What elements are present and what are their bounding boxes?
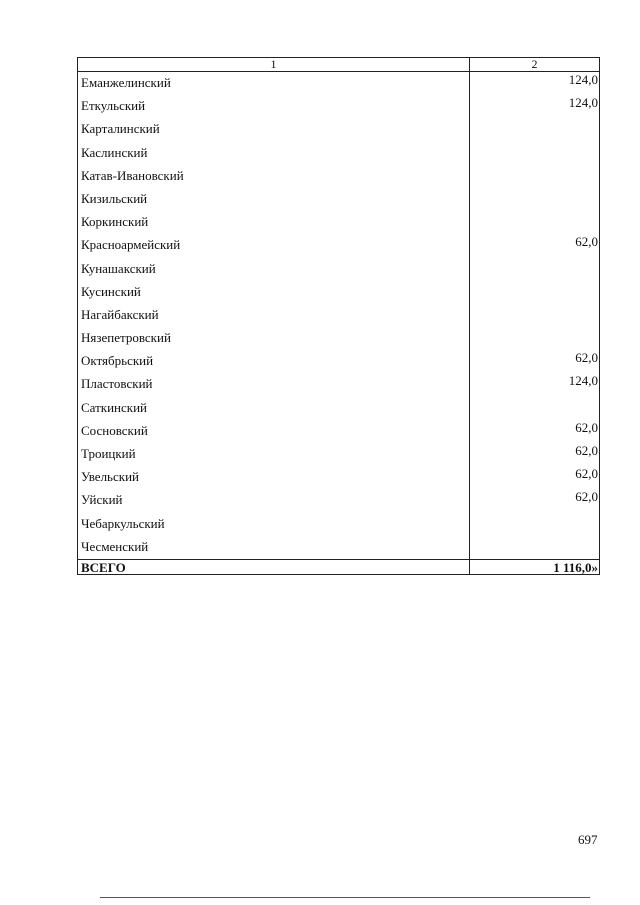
district-value [470, 304, 600, 327]
district-value [470, 165, 600, 188]
district-name: Чебаркульский [78, 513, 470, 536]
district-value [470, 258, 600, 281]
district-value: 62,0 [470, 234, 600, 257]
table-row [78, 118, 600, 141]
district-value [470, 536, 600, 560]
total-value: 1 116,0» [470, 559, 600, 574]
district-name: Еманжелинский [78, 72, 470, 96]
district-name: Кунашакский [78, 258, 470, 281]
table-row [78, 443, 600, 466]
district-name: Красноармейский [78, 234, 470, 257]
table-row [78, 211, 600, 234]
district-value [470, 211, 600, 234]
district-value: 124,0 [470, 95, 600, 118]
table-row [78, 142, 600, 165]
district-value: 62,0 [470, 350, 600, 373]
table-row [78, 466, 600, 489]
district-name: Карталинский [78, 118, 470, 141]
district-name: Катав-Ивановский [78, 165, 470, 188]
district-value [470, 188, 600, 211]
total-row [78, 559, 600, 574]
district-value: 124,0 [470, 373, 600, 396]
allocation-table [77, 57, 600, 575]
table-row [78, 304, 600, 327]
table-row [78, 536, 600, 560]
district-name: Пластовский [78, 373, 470, 396]
district-name: Троицкий [78, 443, 470, 466]
district-name: Увельский [78, 466, 470, 489]
district-name: Кизильский [78, 188, 470, 211]
district-name: Нязепетровский [78, 327, 470, 350]
district-value [470, 397, 600, 420]
page-number: 697 [578, 832, 598, 847]
table-row [78, 489, 600, 512]
table-row [78, 188, 600, 211]
district-value [470, 513, 600, 536]
district-value: 62,0 [470, 420, 600, 443]
district-value [470, 281, 600, 304]
column-header-1: 1 [78, 58, 470, 72]
table-header-row [78, 58, 600, 72]
district-name: Каслинский [78, 142, 470, 165]
district-name: Кусинский [78, 281, 470, 304]
table-row [78, 258, 600, 281]
table-row [78, 95, 600, 118]
district-value [470, 142, 600, 165]
district-name: Коркинский [78, 211, 470, 234]
district-value: 124,0 [470, 72, 600, 96]
district-name: Чесменский [78, 536, 470, 560]
table-row [78, 350, 600, 373]
table-row [78, 72, 600, 96]
table-row [78, 420, 600, 443]
table-row [78, 281, 600, 304]
district-name: Нагайбакский [78, 304, 470, 327]
table-row [78, 397, 600, 420]
table-row [78, 327, 600, 350]
table-row [78, 513, 600, 536]
district-value: 62,0 [470, 466, 600, 489]
table-row [78, 373, 600, 396]
table-row [78, 165, 600, 188]
district-value [470, 118, 600, 141]
table-row [78, 234, 600, 257]
district-name: Саткинский [78, 397, 470, 420]
district-value [470, 327, 600, 350]
district-value: 62,0 [470, 489, 600, 512]
total-label: ВСЕГО [78, 559, 470, 574]
district-name: Октябрьский [78, 350, 470, 373]
column-header-2: 2 [470, 58, 600, 72]
footer-divider [100, 897, 590, 898]
district-value: 62,0 [470, 443, 600, 466]
district-name: Еткульский [78, 95, 470, 118]
district-name: Сосновский [78, 420, 470, 443]
district-name: Уйский [78, 489, 470, 512]
